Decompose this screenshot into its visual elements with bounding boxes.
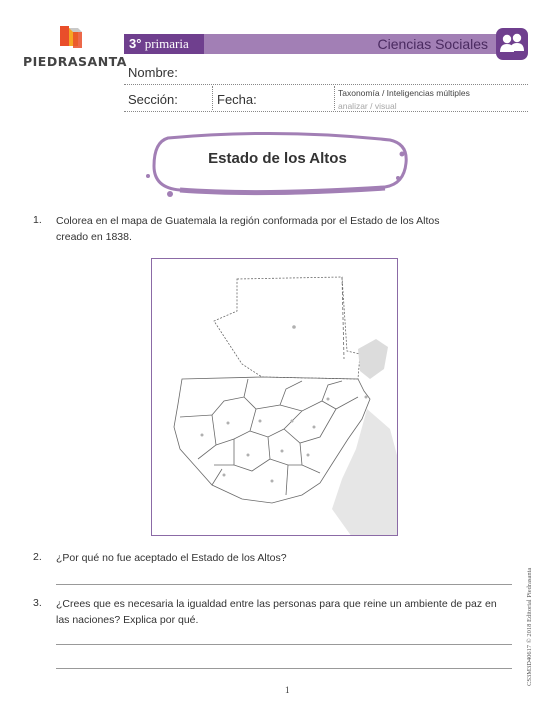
question-line: Colorea en el mapa de Guatemala la región conformada por el Estado de los Altos (56, 215, 440, 227)
grade-label: primaria (144, 36, 189, 51)
question-number: 2. (33, 551, 42, 563)
header-bar (124, 34, 496, 54)
page-title: Estado de los Altos (208, 150, 347, 167)
department-border (300, 443, 320, 473)
question-number: 3. (33, 597, 42, 609)
answer-line[interactable] (56, 584, 512, 585)
section-label: Sección: (128, 92, 178, 107)
name-label: Nombre: (128, 65, 178, 80)
answer-line[interactable] (56, 644, 512, 645)
taxonomy-title: Taxonomía / Inteligencias múltiples (338, 88, 470, 98)
question-text (56, 596, 497, 628)
department-border (244, 379, 248, 397)
date-label: Fecha: (217, 92, 257, 107)
students-icon (496, 28, 528, 60)
department-border (234, 437, 270, 471)
question-line: ¿Crees que es necesaria la igualdad entre las personas para que reine un ambiente de paz en (56, 598, 497, 610)
region-peten (214, 277, 360, 379)
department-border (256, 381, 302, 409)
page-number: 1 (285, 685, 290, 695)
answer-line[interactable] (56, 668, 512, 669)
book-logo-icon (58, 24, 84, 50)
name-line[interactable] (124, 84, 528, 85)
department-border (322, 381, 342, 401)
question-number: 1. (33, 214, 42, 226)
neighbor-shading (358, 339, 388, 379)
taxonomy-values: analizar / visual (338, 101, 397, 111)
document-code: CS3M3D40617 © 2018 Editorial Piedrasanta (526, 567, 533, 686)
field-divider (334, 86, 335, 110)
department-border (212, 397, 256, 445)
department-border (284, 409, 336, 443)
grade-number: 3° (129, 36, 142, 51)
question-text (56, 550, 287, 566)
question-line: las naciones? Explica por qué. (56, 614, 199, 626)
department-border (270, 459, 302, 465)
question-line: creado en 1838. (56, 231, 132, 243)
department-border (180, 415, 216, 459)
department-border (286, 465, 288, 495)
subject-title: Ciencias Sociales (377, 36, 488, 52)
publisher-logo (20, 24, 127, 74)
question-line: ¿Por qué no fue aceptado el Estado de los Altos? (56, 552, 287, 564)
question-text (56, 213, 439, 245)
department-border (280, 397, 358, 411)
section-line[interactable] (124, 111, 528, 112)
department-border (250, 411, 302, 437)
map-drawing (152, 259, 398, 536)
grade-badge (124, 34, 204, 54)
field-divider (212, 86, 213, 110)
neighbor-shading (332, 409, 398, 536)
guatemala-map[interactable] (151, 258, 398, 536)
brand-name: PIEDRASANTA (23, 54, 127, 69)
